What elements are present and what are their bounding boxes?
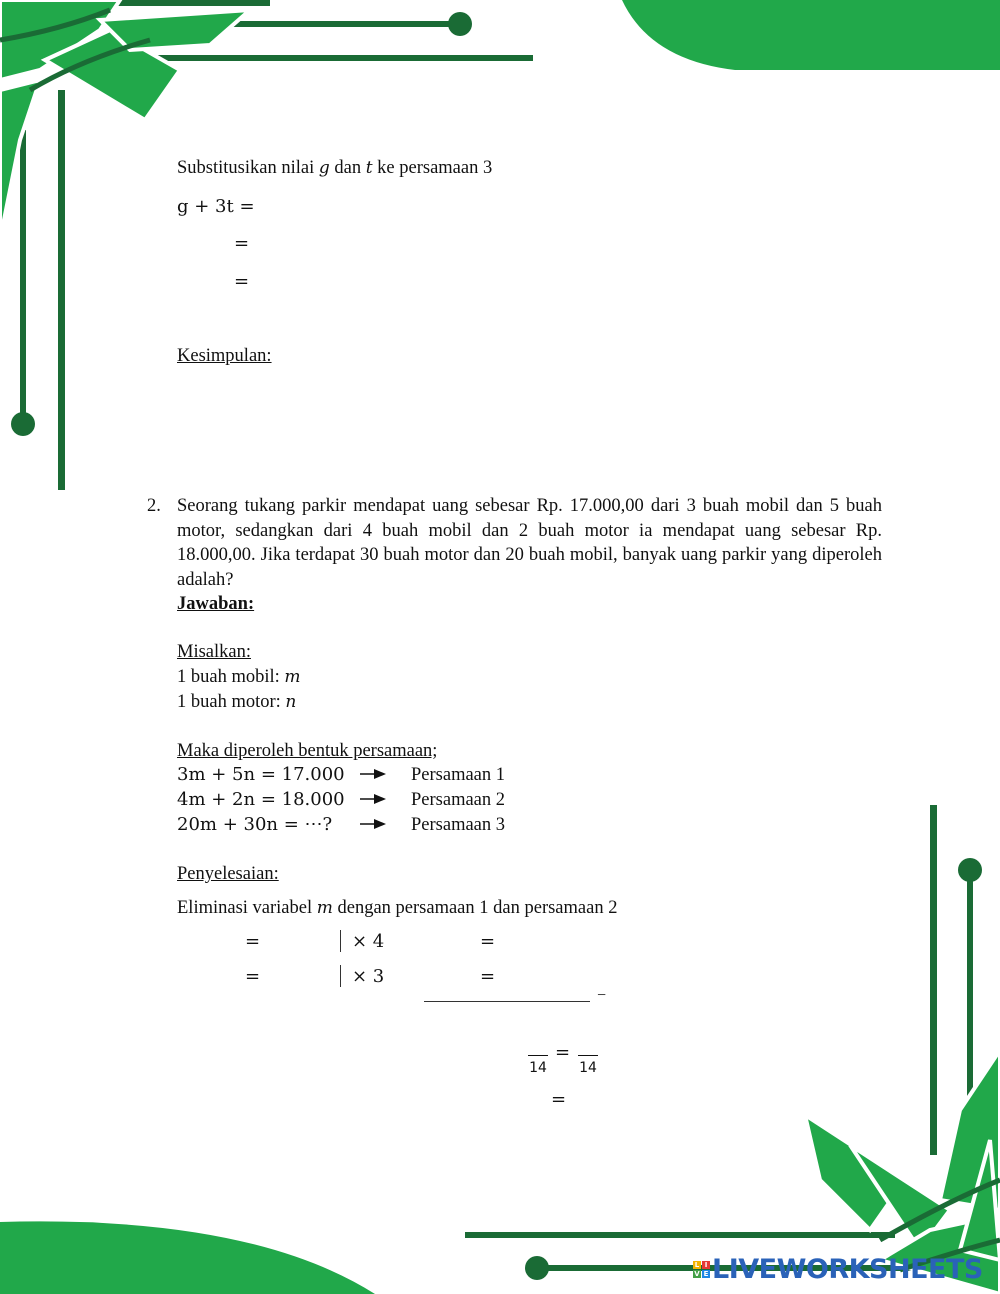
logo-letter: I — [702, 1261, 710, 1269]
elim-row-2-multiplier: × 3 — [352, 966, 385, 987]
elim-row-2-result-equals: = — [480, 966, 496, 987]
minus-sign: − — [597, 987, 607, 1004]
logo-letter: V — [694, 1270, 700, 1278]
instruction-text: ke persamaan 3 — [377, 158, 493, 178]
brand-name: LIVEWORKSHEETS — [712, 1254, 983, 1285]
let-car-text: 1 buah mobil: — [177, 667, 280, 687]
elim-row-2-equals: = — [245, 966, 261, 987]
elim-row-1-multiplier: × 4 — [352, 931, 385, 952]
equation-3: 20m + 30n = ⋯? — [177, 814, 333, 835]
conclusion-label: Kesimpulan: — [177, 346, 272, 366]
elim-row-1-equals: = — [245, 931, 261, 952]
let-label: Misalkan: — [177, 642, 251, 662]
elim-row-2-divider — [340, 965, 341, 987]
let-motor-text: 1 buah motor: — [177, 692, 281, 712]
substitution-instruction — [177, 156, 492, 180]
fraction-equals: = — [555, 1042, 571, 1063]
final-equals: = — [551, 1089, 567, 1110]
logo-letter: E — [703, 1270, 709, 1278]
answer-label: Jawaban: — [177, 594, 255, 614]
elimination-text: dengan persamaan 1 dan persamaan 2 — [337, 898, 618, 918]
conjunction-text: dan — [334, 158, 362, 178]
let-motor-line — [177, 690, 296, 714]
instruction-text: Substitusikan nilai — [177, 158, 315, 178]
liveworksheets-logo — [693, 1254, 983, 1285]
equation-1: 3m + 5n = 17.000 — [177, 764, 345, 785]
equation-line-3: = — [234, 271, 250, 292]
elimination-text: Eliminasi variabel — [177, 898, 313, 918]
arrow-right-icon — [360, 769, 386, 779]
equation-3-label: Persamaan 3 — [411, 815, 506, 835]
logo-mark-icon — [693, 1261, 710, 1278]
elim-row-1-divider — [340, 930, 341, 952]
fraction-denominator-left: 14 — [529, 1060, 547, 1076]
question-text: Seorang tukang parkir mendapat uang sebesar Rp. 17.000,00 dari 3 buah mobil dan 5 buah motor, sedangkan dari 4 buah mobil dan 2 buah motor ia mendapat uang sebesar Rp. 18.000,00. Jika terdapat 30 buah motor dan 20 buah mobil, banyak uang parkir yang diperoleh adalah? — [177, 496, 882, 590]
variable-g: g — [318, 158, 330, 178]
solution-label: Penyelesaian: — [177, 864, 279, 884]
equation-line-2: = — [234, 233, 250, 254]
fraction-bar-right — [578, 1055, 598, 1056]
variable-n: n — [285, 692, 297, 712]
subtraction-line — [424, 1001, 590, 1002]
variable-m: m — [284, 667, 301, 687]
arrow-right-icon — [360, 819, 386, 829]
question-number: 2. — [147, 496, 161, 516]
variable-t: t — [365, 158, 373, 178]
elim-row-1-result-equals: = — [480, 931, 496, 952]
equation-1-label: Persamaan 1 — [411, 765, 506, 785]
fraction-denominator-right: 14 — [579, 1060, 597, 1076]
equation-2-label: Persamaan 2 — [411, 790, 506, 810]
system-label: Maka diperoleh bentuk persamaan; — [177, 741, 438, 761]
variable-m: m — [316, 898, 333, 918]
let-car-line — [177, 665, 301, 689]
fraction-bar-left — [528, 1055, 548, 1056]
arrow-right-icon — [360, 794, 386, 804]
logo-letter: L — [694, 1261, 700, 1269]
elimination-instruction — [177, 896, 617, 920]
equation-line-1: g + 3t = — [177, 196, 255, 217]
equation-2: 4m + 2n = 18.000 — [177, 789, 345, 810]
